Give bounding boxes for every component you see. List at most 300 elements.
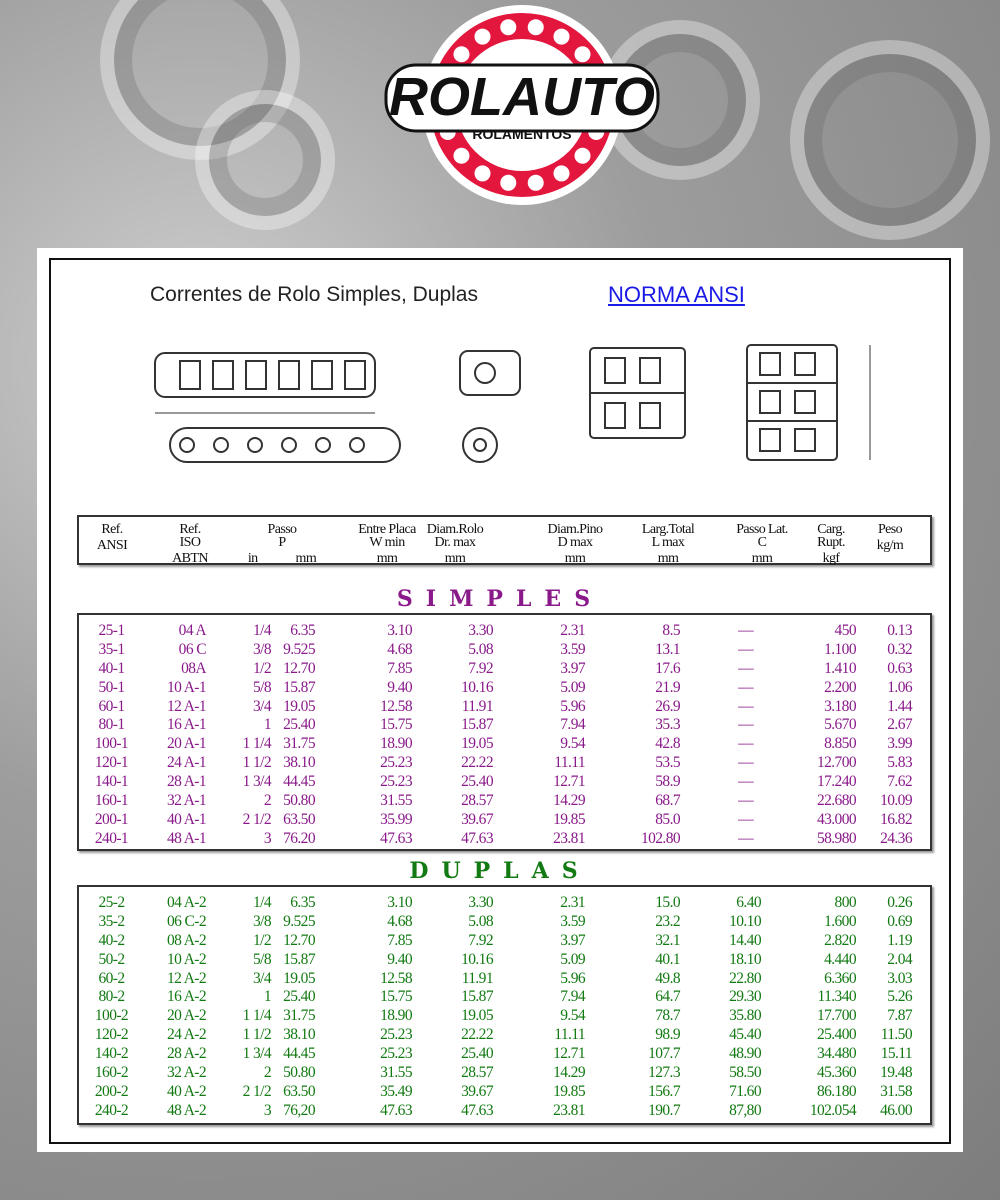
table-cell: 47.63 [461, 829, 493, 847]
table-cell: 7.94 [560, 988, 585, 1006]
table-cell: 7.94 [560, 716, 585, 734]
column-header-line: Diam.Rolo [426, 522, 484, 537]
column-header-line: Dr. max [434, 535, 476, 550]
table-cell: 3.97 [560, 659, 585, 677]
table-cell: 1/2 [252, 659, 271, 677]
table-cell: 8.5 [662, 622, 680, 639]
table-cell: — [738, 792, 753, 810]
table-cell: 4.440 [824, 950, 856, 968]
table-cell: 9.525 [283, 640, 315, 658]
table-cell: 19.05 [461, 735, 493, 753]
table-cell: 15.87 [283, 678, 315, 696]
bearing-ball-icon [554, 165, 570, 181]
table-cell: 14.29 [553, 1064, 585, 1082]
table-cell: 6.35 [290, 622, 315, 639]
bearing-decoration [790, 40, 990, 240]
table-cell: 39.67 [461, 810, 493, 828]
table-cell: 25.40 [461, 773, 493, 791]
table-cell: 25.40 [461, 1045, 493, 1063]
table-cell: 25.400 [816, 1026, 856, 1044]
table-cell: 78.7 [655, 1007, 680, 1025]
chain-diagrams [135, 333, 890, 493]
table-cell: 1 [263, 716, 271, 734]
table-row [79, 1101, 930, 1120]
table-cell: 2.04 [887, 950, 912, 968]
table-cell: 7.87 [887, 1007, 912, 1025]
column-header-line: Peso [877, 522, 903, 537]
table-cell: 22.22 [461, 1026, 493, 1044]
table-cell: — [738, 659, 753, 677]
table-cell: 31.75 [283, 735, 315, 753]
table-cell: 9.40 [387, 950, 412, 968]
table-cell: 16 A-1 [166, 716, 206, 734]
table-cell: 22.22 [461, 754, 493, 772]
table-cell: 17.700 [816, 1007, 856, 1025]
column-header-line: P [278, 535, 286, 550]
table-cell: 35-1 [98, 640, 125, 658]
unit-in: in [247, 551, 258, 566]
table-cell: 120-2 [94, 1026, 129, 1044]
table-cell: 35.80 [729, 1007, 761, 1025]
table-cell: 68.7 [655, 792, 680, 810]
table-row [79, 715, 930, 734]
table-cell: 3 [263, 1101, 271, 1119]
column-header-line: W min [369, 535, 405, 550]
table-cell: 1/2 [252, 931, 271, 949]
duplas-heading: DUPLAS [409, 858, 591, 884]
column-header-line: ANSI [96, 538, 128, 553]
duplas-table [77, 885, 932, 1125]
table-cell: 22.80 [729, 969, 761, 987]
table-cell: 0.32 [887, 640, 912, 658]
table-cell: 28 A-1 [166, 773, 206, 791]
table-cell: 24 A-1 [166, 754, 206, 772]
table-cell: — [738, 716, 753, 734]
table-cell: 80-1 [98, 716, 125, 734]
table-cell: 08 A-2 [166, 931, 206, 949]
table-cell: 140-2 [94, 1045, 129, 1063]
table-cell: 15.87 [283, 950, 315, 968]
table-cell: 5.96 [560, 969, 585, 987]
table-cell: 76,20 [283, 1101, 315, 1119]
table-cell: 42.8 [655, 735, 680, 753]
table-cell: — [738, 697, 753, 715]
table-cell: 19.85 [553, 1082, 585, 1100]
table-cell: 45.40 [729, 1026, 761, 1044]
table-cell: 40-1 [98, 659, 125, 677]
page-title: Correntes de Rolo Simples, Duplas [150, 283, 478, 306]
table-cell: 28 A-2 [166, 1045, 206, 1063]
column-header [405, 523, 505, 565]
table-cell: 160-2 [94, 1064, 129, 1082]
column-header-line: L max [651, 535, 685, 550]
table-cell: 1.19 [887, 931, 912, 949]
bearing-ball-icon [575, 46, 591, 62]
table-row [79, 734, 930, 753]
table-cell: 23.2 [655, 912, 680, 930]
table-cell: 2.31 [560, 894, 585, 911]
table-cell: 25-2 [98, 894, 125, 911]
table-cell: 3 [263, 829, 271, 847]
table-cell: 3.180 [824, 697, 856, 715]
table-cell: 20 A-2 [166, 1007, 206, 1025]
table-cell: 23.81 [553, 829, 585, 847]
table-cell: 3.99 [887, 735, 912, 753]
bearing-ball-icon [500, 19, 516, 35]
table-cell: 17.6 [655, 659, 680, 677]
table-cell: 1 1/4 [242, 735, 271, 753]
table-cell: 24 A-2 [166, 1026, 206, 1044]
bearing-ball-icon [453, 148, 469, 164]
table-cell: 63.50 [283, 1082, 315, 1100]
table-cell: 1/4 [252, 894, 271, 911]
table-cell: 50.80 [283, 1064, 315, 1082]
table-cell: 31.55 [380, 792, 412, 810]
table-cell: 32.1 [655, 931, 680, 949]
table-cell: 15.87 [461, 988, 493, 1006]
table-cell: 5/8 [252, 950, 271, 968]
table-cell: 15.75 [380, 716, 412, 734]
table-cell: 5.08 [468, 640, 493, 658]
table-cell: 25.23 [380, 773, 412, 791]
column-header-line: D max [557, 535, 593, 550]
table-cell: 26.9 [655, 697, 680, 715]
table-cell: 58.50 [729, 1064, 761, 1082]
column-header-line: mm [444, 551, 466, 566]
table-cell: 11.340 [817, 988, 856, 1006]
column-header-line: Passo Lat. [736, 522, 788, 537]
table-cell: 23.81 [553, 1101, 585, 1119]
table-cell: 40.1 [655, 950, 680, 968]
table-cell: 49.8 [655, 969, 680, 987]
table-cell: 2 1/2 [242, 810, 271, 828]
column-header [140, 523, 240, 565]
table-cell: 1 3/4 [242, 1045, 271, 1063]
table-cell: 200-1 [94, 810, 129, 828]
bearing-ball-icon [475, 29, 491, 45]
table-cell: 9.54 [560, 735, 585, 753]
column-header-line: kgf [822, 551, 840, 566]
table-cell: 28.57 [461, 1064, 493, 1082]
bearing-ball-icon [500, 175, 516, 191]
column-header-line: Carg. [817, 522, 845, 537]
table-cell: 200-2 [94, 1082, 129, 1100]
table-row [79, 697, 930, 716]
table-cell: 6.360 [824, 969, 856, 987]
table-row [79, 1025, 930, 1044]
table-cell: 25.23 [380, 1045, 412, 1063]
table-cell: 3.59 [560, 640, 585, 658]
table-cell: 14.29 [553, 792, 585, 810]
table-cell: 35.3 [655, 716, 680, 734]
bearing-ball-icon [475, 165, 491, 181]
bearing-ball-icon [453, 46, 469, 62]
table-cell: 25.40 [283, 988, 315, 1006]
table-cell: 7.92 [468, 931, 493, 949]
table-cell: 34.480 [816, 1045, 856, 1063]
table-cell: 19.48 [880, 1064, 912, 1082]
table-cell: 3.10 [387, 622, 412, 639]
table-cell: 08A [181, 659, 206, 677]
table-cell: 19.05 [461, 1007, 493, 1025]
table-cell: 06 C-2 [166, 912, 206, 930]
table-cell: 11.50 [880, 1026, 912, 1044]
table-cell: 2 1/2 [242, 1082, 271, 1100]
table-cell: 2 [263, 1064, 271, 1082]
table-cell: 12 A-1 [166, 697, 206, 715]
table-cell: 06 C [178, 640, 206, 658]
table-cell: 12.58 [380, 969, 412, 987]
table-cell: 1 1/4 [242, 1007, 271, 1025]
column-header-line: kg/m [876, 538, 904, 553]
table-row [79, 810, 930, 829]
table-cell: 80-2 [98, 988, 125, 1006]
table-cell: 160-1 [94, 792, 129, 810]
table-row [79, 912, 930, 931]
table-cell: 35.49 [380, 1082, 412, 1100]
column-header-line: Rupt. [817, 535, 845, 550]
table-cell: 28.57 [461, 792, 493, 810]
table-cell: 100-2 [94, 1007, 129, 1025]
table-cell: 3.30 [468, 622, 493, 639]
table-cell: 58.980 [816, 829, 856, 847]
table-cell: 31.75 [283, 1007, 315, 1025]
column-header-line: Diam.Pino [547, 522, 603, 537]
column-header-line: mm [376, 551, 398, 566]
table-cell: 19.05 [283, 969, 315, 987]
table-cell: 44.45 [283, 1045, 315, 1063]
table-cell: 16 A-2 [166, 988, 206, 1006]
table-cell: 15.75 [380, 988, 412, 1006]
table-cell: 120-1 [94, 754, 129, 772]
table-cell: 102.054 [809, 1101, 856, 1119]
unit-mm: mm [295, 551, 317, 566]
table-cell: 2.820 [824, 931, 856, 949]
table-cell: 240-2 [94, 1101, 129, 1119]
column-header-line: C [757, 535, 767, 550]
table-cell: 4.68 [387, 640, 412, 658]
table-row [79, 893, 930, 912]
table-cell: 15.87 [461, 716, 493, 734]
table-cell: 2 [263, 792, 271, 810]
svg-text:ROLAUTO: ROLAUTO [389, 67, 655, 127]
table-cell: 10 A-1 [166, 678, 206, 696]
table-cell: 64.7 [655, 988, 680, 1006]
table-cell: 5.09 [560, 950, 585, 968]
table-cell: 7.92 [468, 659, 493, 677]
table-cell: 38.10 [283, 1026, 315, 1044]
column-header-line: mm [751, 551, 773, 566]
table-row [79, 931, 930, 950]
column-header [840, 523, 940, 552]
table-cell: 3/4 [252, 697, 271, 715]
table-cell: 7.85 [387, 931, 412, 949]
table-cell: 3.03 [887, 969, 912, 987]
table-cell: 10.09 [880, 792, 912, 810]
table-row [79, 772, 930, 791]
bearing-ball-icon [575, 148, 591, 164]
table-row [79, 987, 930, 1006]
bearing-ball-icon [554, 29, 570, 45]
table-cell: 100-1 [94, 735, 129, 753]
table-row [79, 1082, 930, 1101]
table-cell: 20 A-1 [166, 735, 206, 753]
table-row [79, 640, 930, 659]
table-cell: 24.36 [880, 829, 912, 847]
table-cell: — [738, 678, 753, 696]
table-cell: — [738, 640, 753, 658]
table-cell: 450 [834, 622, 856, 639]
table-cell: 2.67 [887, 716, 912, 734]
table-cell: 15.11 [880, 1045, 912, 1063]
table-cell: 0.69 [887, 912, 912, 930]
table-cell: 800 [834, 894, 856, 911]
table-cell: 1.06 [887, 678, 912, 696]
table-cell: 12.71 [553, 1045, 585, 1063]
table-cell: 48.90 [729, 1045, 761, 1063]
table-cell: 2.31 [560, 622, 585, 639]
table-cell: 12.70 [283, 659, 315, 677]
table-cell: 53.5 [655, 754, 680, 772]
table-cell: 1.410 [824, 659, 856, 677]
table-cell: 29.30 [729, 988, 761, 1006]
table-cell: 10 A-2 [166, 950, 206, 968]
table-cell: 5.83 [887, 754, 912, 772]
table-cell: 5/8 [252, 678, 271, 696]
table-cell: 1 1/2 [242, 1026, 271, 1044]
table-cell: 18.90 [380, 1007, 412, 1025]
table-cell: 1.100 [824, 640, 856, 658]
table-cell: 1 [263, 988, 271, 1006]
table-cell: 40 A-2 [166, 1082, 206, 1100]
table-cell: — [738, 829, 753, 847]
table-cell: 71.60 [729, 1082, 761, 1100]
table-cell: 25-1 [98, 622, 125, 639]
table-cell: 32 A-1 [166, 792, 206, 810]
table-cell: 3.10 [387, 894, 412, 911]
table-cell: 85.0 [655, 810, 680, 828]
table-cell: 50-1 [98, 678, 125, 696]
column-header-line: Passo [267, 522, 297, 537]
table-cell: 25.23 [380, 754, 412, 772]
table-cell: 15.0 [655, 894, 680, 911]
table-cell: 5.96 [560, 697, 585, 715]
table-cell: 102.80 [640, 829, 680, 847]
table-cell: 1 3/4 [242, 773, 271, 791]
table-cell: 47.63 [380, 829, 412, 847]
svg-text:ROLAMENTOS: ROLAMENTOS [472, 126, 572, 142]
table-cell: 31.58 [880, 1082, 912, 1100]
table-cell: 48 A-1 [166, 829, 206, 847]
column-header-line: ABTN [172, 551, 208, 566]
table-cell: — [738, 810, 753, 828]
table-row [79, 621, 930, 640]
table-cell: 2.200 [824, 678, 856, 696]
column-header-line: ISO [179, 535, 201, 550]
table-cell: 5.08 [468, 912, 493, 930]
table-row [79, 950, 930, 969]
table-cell: 14.40 [729, 931, 761, 949]
table-cell: — [738, 622, 753, 639]
column-header-line: Ref. [179, 522, 201, 537]
table-cell: 76.20 [283, 829, 315, 847]
table-cell: 7.62 [887, 773, 912, 791]
table-cell: 0.26 [887, 894, 912, 911]
table-cell: 48 A-2 [166, 1101, 206, 1119]
table-cell: 0.13 [887, 622, 912, 639]
table-cell: 86.180 [816, 1082, 856, 1100]
table-cell: 98.9 [655, 1026, 680, 1044]
table-cell: 10.10 [729, 912, 761, 930]
bearing-ball-icon [528, 175, 544, 191]
table-cell: 50-2 [98, 950, 125, 968]
table-cell: 22.680 [816, 792, 856, 810]
norma-ansi-link[interactable]: NORMA ANSI [608, 282, 745, 307]
table-cell: 60-2 [98, 969, 125, 987]
column-header-line: Larg.Total [641, 522, 695, 537]
table-cell: 3/8 [252, 912, 271, 930]
table-cell: 43.000 [816, 810, 856, 828]
table-row [79, 1063, 930, 1082]
table-cell: 12.700 [816, 754, 856, 772]
table-cell: 190.7 [648, 1101, 680, 1119]
table-cell: 46.00 [880, 1101, 912, 1119]
table-cell: 5.09 [560, 678, 585, 696]
table-cell: 19.85 [553, 810, 585, 828]
table-cell: 1.44 [887, 697, 912, 715]
table-cell: 47.63 [380, 1101, 412, 1119]
table-cell: 12.71 [553, 773, 585, 791]
table-cell: 47.63 [461, 1101, 493, 1119]
table-cell: 44.45 [283, 773, 315, 791]
column-header [618, 523, 718, 565]
table-cell: 9.40 [387, 678, 412, 696]
table-row [79, 791, 930, 810]
table-cell: 5.670 [824, 716, 856, 734]
table-cell: 35.99 [380, 810, 412, 828]
table-cell: 4.68 [387, 912, 412, 930]
table-cell: 127.3 [648, 1064, 680, 1082]
table-cell: 5.26 [887, 988, 912, 1006]
table-cell: 50.80 [283, 792, 315, 810]
table-cell: 107.7 [648, 1045, 680, 1063]
table-cell: 12 A-2 [166, 969, 206, 987]
table-cell: 156.7 [648, 1082, 680, 1100]
table-cell: 3.97 [560, 931, 585, 949]
table-cell: 40 A-1 [166, 810, 206, 828]
table-cell: 11.91 [461, 697, 493, 715]
table-row [79, 659, 930, 678]
bearing-decoration [195, 90, 335, 230]
column-header [232, 523, 332, 565]
table-cell: 18.10 [729, 950, 761, 968]
table-cell: — [738, 735, 753, 753]
table-cell: 25.40 [283, 716, 315, 734]
table-cell: 1/4 [252, 622, 271, 639]
rolauto-logo [380, 3, 664, 208]
table-cell: 45.360 [816, 1064, 856, 1082]
table-row [79, 969, 930, 988]
table-cell: 87,80 [729, 1101, 761, 1119]
table-cell: 0.63 [887, 659, 912, 677]
simples-heading: SIMPLES [396, 586, 604, 612]
table-cell: 1.600 [824, 912, 856, 930]
column-header-line: Entre Placa [358, 522, 416, 537]
table-cell: 6.40 [736, 894, 761, 911]
table-cell: 9.525 [283, 912, 315, 930]
table-cell: 11.11 [554, 1026, 585, 1044]
table-cell: 140-1 [94, 773, 129, 791]
